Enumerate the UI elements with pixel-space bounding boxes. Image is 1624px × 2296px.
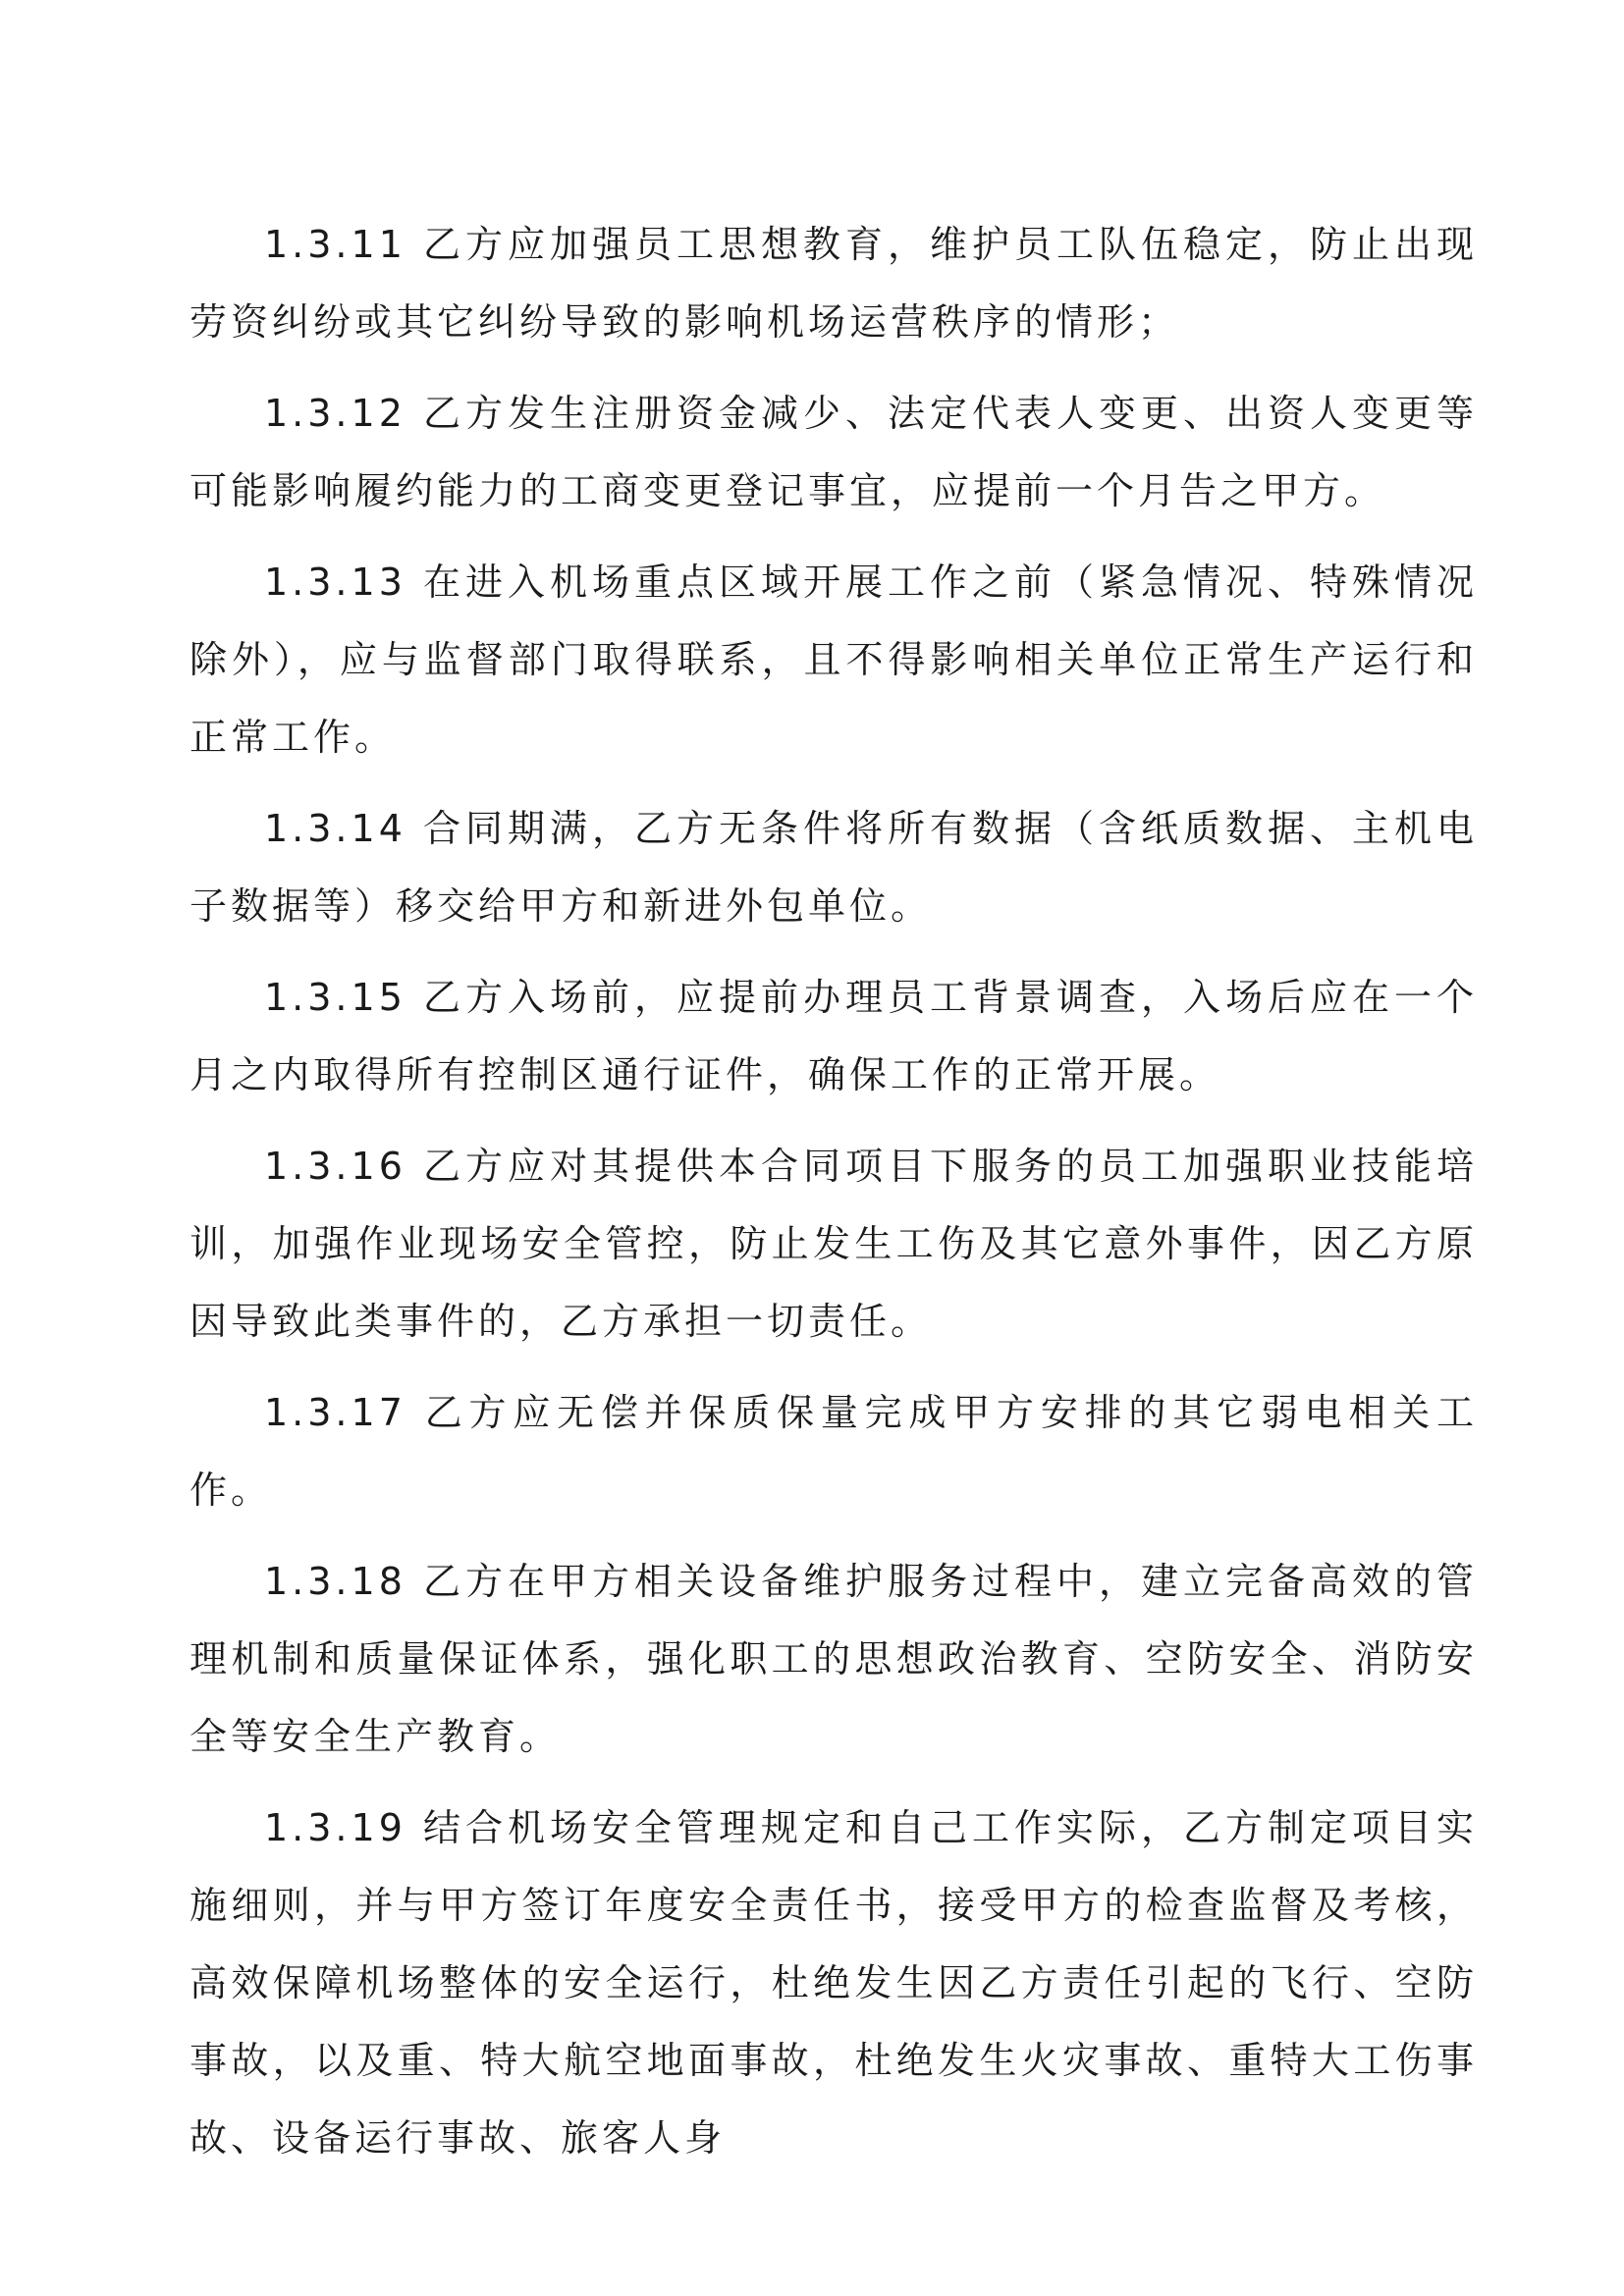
clause-1-3-19: 1.3.19 结合机场安全管理规定和自己工作实际，乙方制定项目实施细则，并与甲方签订年度安全责任书，接受甲方的检查监督及考核，高效保障机场整体的安全运行，杜绝发生因乙方责任引起的飞行、空防事故，以及重、特大航空地面事故，杜绝发生火灾事故、重特大工伤事故、设备运行事故、旅客人身 (189, 1806, 1478, 2160)
clause-1-3-12: 1.3.12 乙方发生注册资金减少、法定代表人变更、出资人变更等可能影响履约能力的工商变更登记事宜，应提前一个月告之甲方。 (189, 392, 1478, 512)
clause-1-3-16: 1.3.16 乙方应对其提供本合同项目下服务的员工加强职业技能培训，加强作业现场安全管控，防止发生工伤及其它意外事件，因乙方原因导致此类事件的，乙方承担一切责任。 (189, 1145, 1478, 1343)
document-body (189, 206, 1478, 2191)
clause-1-3-13: 1.3.13 在进入机场重点区域开展工作之前（紧急情况、特殊情况除外），应与监督部门取得联系，且不得影响相关单位正常生产运行和正常工作。 (189, 561, 1478, 759)
clause-1-3-18: 1.3.18 乙方在甲方相关设备维护服务过程中，建立完备高效的管理机制和质量保证体系，强化职工的思想政治教育、空防安全、消防安全等安全生产教育。 (189, 1560, 1478, 1758)
clause-1-3-17: 1.3.17 乙方应无偿并保质保量完成甲方安排的其它弱电相关工作。 (189, 1391, 1478, 1512)
clause-1-3-14: 1.3.14 合同期满，乙方无条件将所有数据（含纸质数据、主机电子数据等）移交给甲方和新进外包单位。 (189, 807, 1478, 928)
clause-1-3-15: 1.3.15 乙方入场前，应提前办理员工背景调查，入场后应在一个月之内取得所有控制区通行证件，确保工作的正常开展。 (189, 976, 1478, 1096)
clause-1-3-11: 1.3.11 乙方应加强员工思想教育，维护员工队伍稳定，防止出现劳资纠纷或其它纠纷导致的影响机场运营秩序的情形； (189, 223, 1478, 344)
